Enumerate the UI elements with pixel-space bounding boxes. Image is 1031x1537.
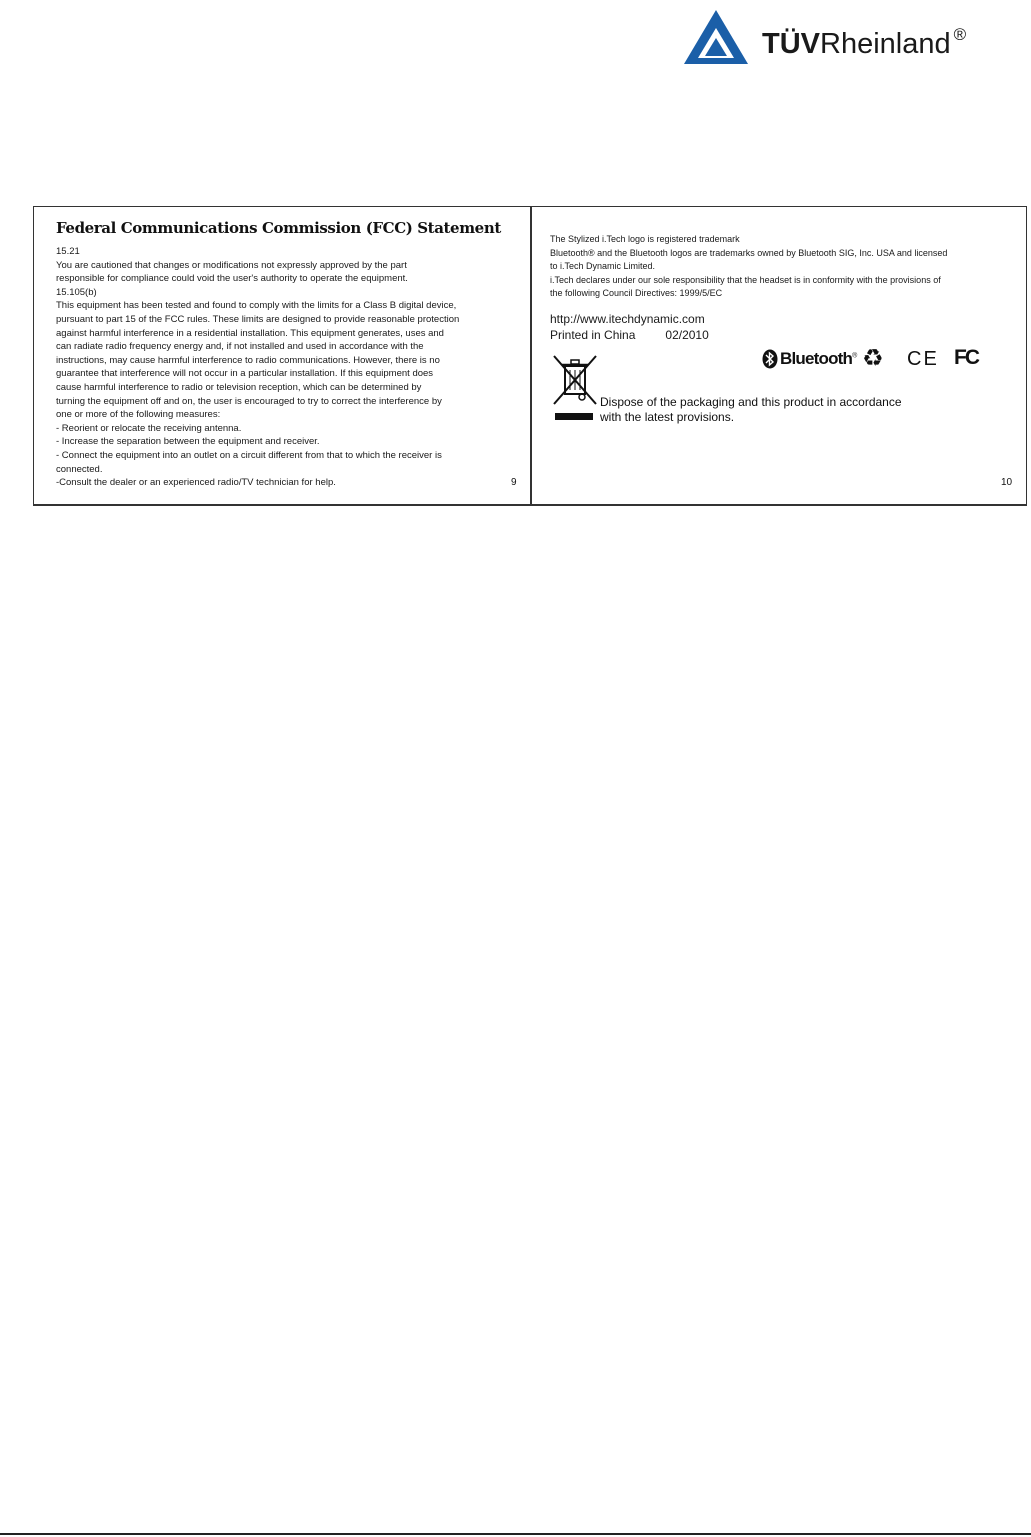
body-line: turning the equipment off and on, the user is encouraged to try to correct the interference by	[56, 395, 442, 407]
body-line: can radiate radio frequency energy and, if not installed and used in accordance with the	[56, 341, 424, 353]
weee-bin-icon	[550, 352, 600, 412]
body-line: one or more of the following measures:	[56, 409, 221, 421]
body-line: responsible for compliance could void the user's authority to operate the equipment.	[56, 273, 408, 285]
conformity-line: i.Tech declares under our sole responsibility that the headset is in conformity with the provisions of	[550, 274, 941, 285]
trademark-line: to i.Tech Dynamic Limited.	[550, 261, 656, 272]
body-line: You are cautioned that changes or modifications not expressly approved by the part	[56, 259, 407, 271]
trademark-line: Bluetooth® and the Bluetooth logos are trademarks owned by Bluetooth SIG, Inc. USA and licensed	[550, 247, 948, 258]
brand-rest: Rheinland	[820, 28, 951, 60]
body-line: against harmful interference in a residential installation. This equipment generates, uses and	[56, 327, 444, 339]
page-number-left: 9	[511, 477, 517, 488]
website-url: http://www.itechdynamic.com	[550, 311, 705, 326]
tuv-triangle-icon	[682, 8, 750, 68]
brand-registered-mark: ®	[953, 25, 967, 44]
bluetooth-wordmark	[780, 349, 856, 369]
page-number-right: 10	[1001, 477, 1013, 488]
recycle-icon: ♻	[862, 345, 884, 372]
brand-wordmark	[762, 25, 967, 61]
body-line: connected.	[56, 463, 103, 475]
body-line: This equipment has been tested and found to comply with the limits for a Class B digital device,	[56, 300, 457, 312]
trademark-line: The Stylized i.Tech logo is registered trademark	[550, 234, 740, 244]
bluetooth-registered-mark: ®	[852, 352, 857, 360]
footer-rule	[0, 1533, 1031, 1535]
brand-bold: TÜV	[762, 28, 820, 60]
conformity-line: the following Council Directives: 1999/5/EC	[550, 288, 723, 299]
fcc-body	[56, 245, 516, 490]
dispose-line: with the latest provisions.	[600, 410, 735, 424]
body-line: -Consult the dealer or an experienced radio/TV technician for help.	[56, 477, 336, 489]
tuv-rheinland-logo	[682, 8, 1012, 68]
weee-bar	[555, 413, 593, 420]
bluetooth-logo	[762, 349, 856, 369]
body-line: 15.105(b)	[56, 286, 97, 298]
body-line: - Increase the separation between the equipment and receiver.	[56, 436, 320, 448]
page-divider	[530, 207, 532, 504]
print-date: 02/2010	[665, 327, 709, 342]
printed-line	[550, 329, 1010, 343]
printed-in-china: Printed in China	[550, 327, 636, 342]
body-line: instructions, may cause harmful interference to radio communications. However, there is no	[56, 354, 440, 366]
bluetooth-text: Bluetooth	[780, 349, 853, 368]
bluetooth-icon	[762, 349, 778, 369]
ce-mark-icon: CE	[907, 348, 939, 370]
right-page	[550, 233, 1010, 342]
fcc-mark-icon: FC	[954, 346, 978, 369]
body-line: - Connect the equipment into an outlet on a circuit different from that to which the receiver is	[56, 449, 442, 461]
left-page	[56, 219, 516, 490]
body-line: pursuant to part 15 of the FCC rules. These limits are designed to provide reasonable protection	[56, 313, 460, 325]
body-line: guarantee that interference will not occur in a particular installation. If this equipment does	[56, 368, 434, 380]
dispose-line: Dispose of the packaging and this product in accordance	[600, 395, 902, 409]
manual-spread	[33, 206, 1027, 506]
fcc-statement-title: Federal Communications Commission (FCC) Statement	[56, 219, 501, 237]
body-line: - Reorient or relocate the receiving antenna.	[56, 422, 242, 434]
dispose-notice	[600, 395, 902, 425]
body-line: 15.21	[56, 246, 80, 257]
body-line: cause harmful interference to radio or television reception, which can be determined by	[56, 381, 422, 393]
